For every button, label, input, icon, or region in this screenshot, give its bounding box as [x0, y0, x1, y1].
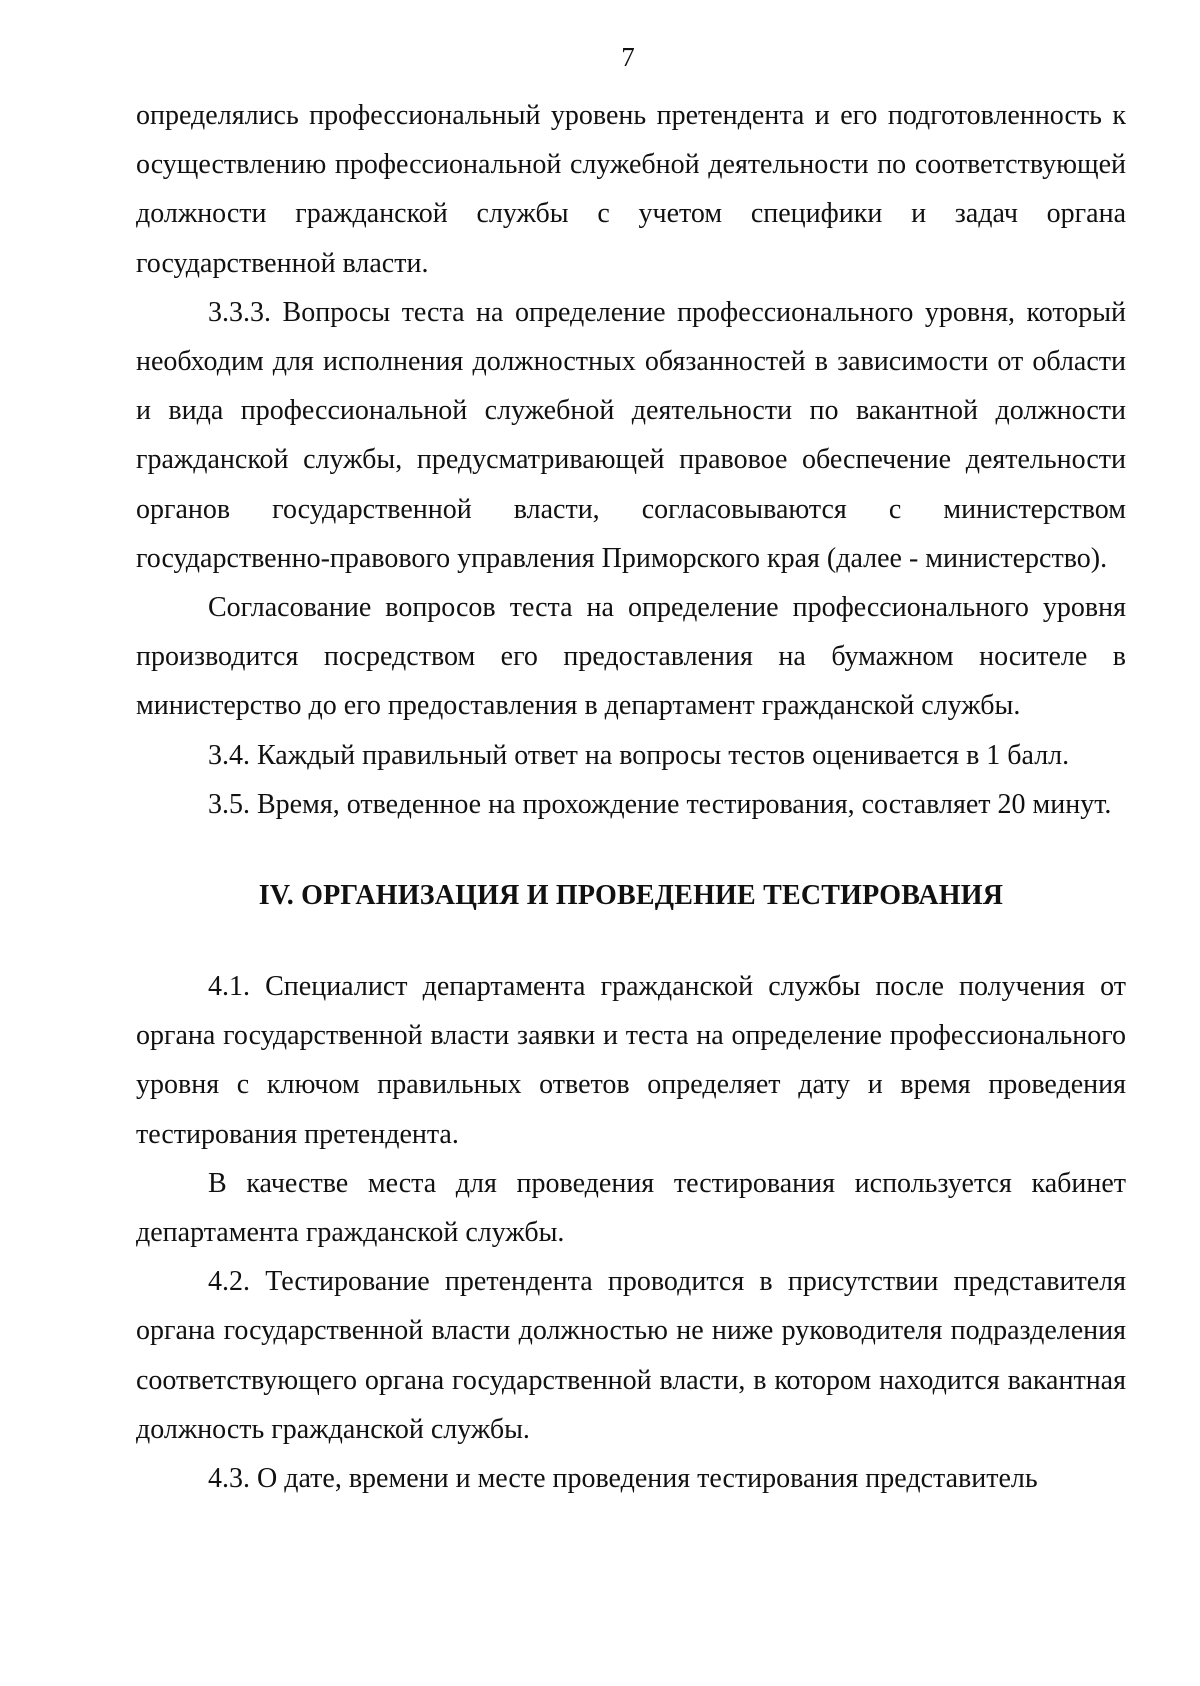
paragraph-3-3-3: 3.3.3. Вопросы теста на определение профессионального уровня, который необходим для исполнения должностных обязанностей в зависимости от области и вида профессиональной служебной деятельности по вакантной должности гражданской службы, предусматривающей правовое обеспечение деятельности органов государственной власти, согласовываются с министерством государственно-правового управления Приморского края (далее - министерство).: [136, 296, 1126, 574]
paragraph-continuation: определялись профессиональный уровень претендента и его подготовленность к осуществлению профессиональной служебной деятельности по соответствующей должности гражданской службы с учетом специфики и задач органа государственной власти.: [136, 100, 1126, 279]
paragraph-testing-place: В качестве места для проведения тестирования используется кабинет департамента гражданской службы.: [136, 1167, 1126, 1249]
paragraph-approval: Согласование вопросов теста на определение профессионального уровня производится посредством его предоставления на бумажном носителе в министерство до его предоставления в департамент гражданской службы.: [136, 592, 1126, 722]
paragraph-4-2: 4.2. Тестирование претендента проводится в присутствии представителя органа государственной власти должностью не ниже руководителя подразделения соответствующего органа государственной власти, в котором находится вакантная должность гражданской службы.: [136, 1266, 1126, 1445]
paragraph-4-1: 4.1. Специалист департамента гражданской службы после получения от органа государственной власти заявки и теста на определение профессионального уровня с ключом правильных ответов определяет дату и время проведения тестирования претендента.: [136, 971, 1126, 1150]
paragraph-3-4: 3.4. Каждый правильный ответ на вопросы тестов оценивается в 1 балл.: [208, 739, 1070, 771]
paragraph-3-5: 3.5. Время, отведенное на прохождение тестирования, составляет 20 минут.: [208, 788, 1112, 820]
page-number: 7: [621, 42, 635, 72]
document-body: [136, 91, 1126, 1503]
paragraph-4-3: 4.3. О дате, времени и месте проведения тестирования представитель: [208, 1463, 1038, 1495]
section-heading: IV. ОРГАНИЗАЦИЯ И ПРОВЕДЕНИЕ ТЕСТИРОВАНИЯ: [258, 880, 1004, 912]
